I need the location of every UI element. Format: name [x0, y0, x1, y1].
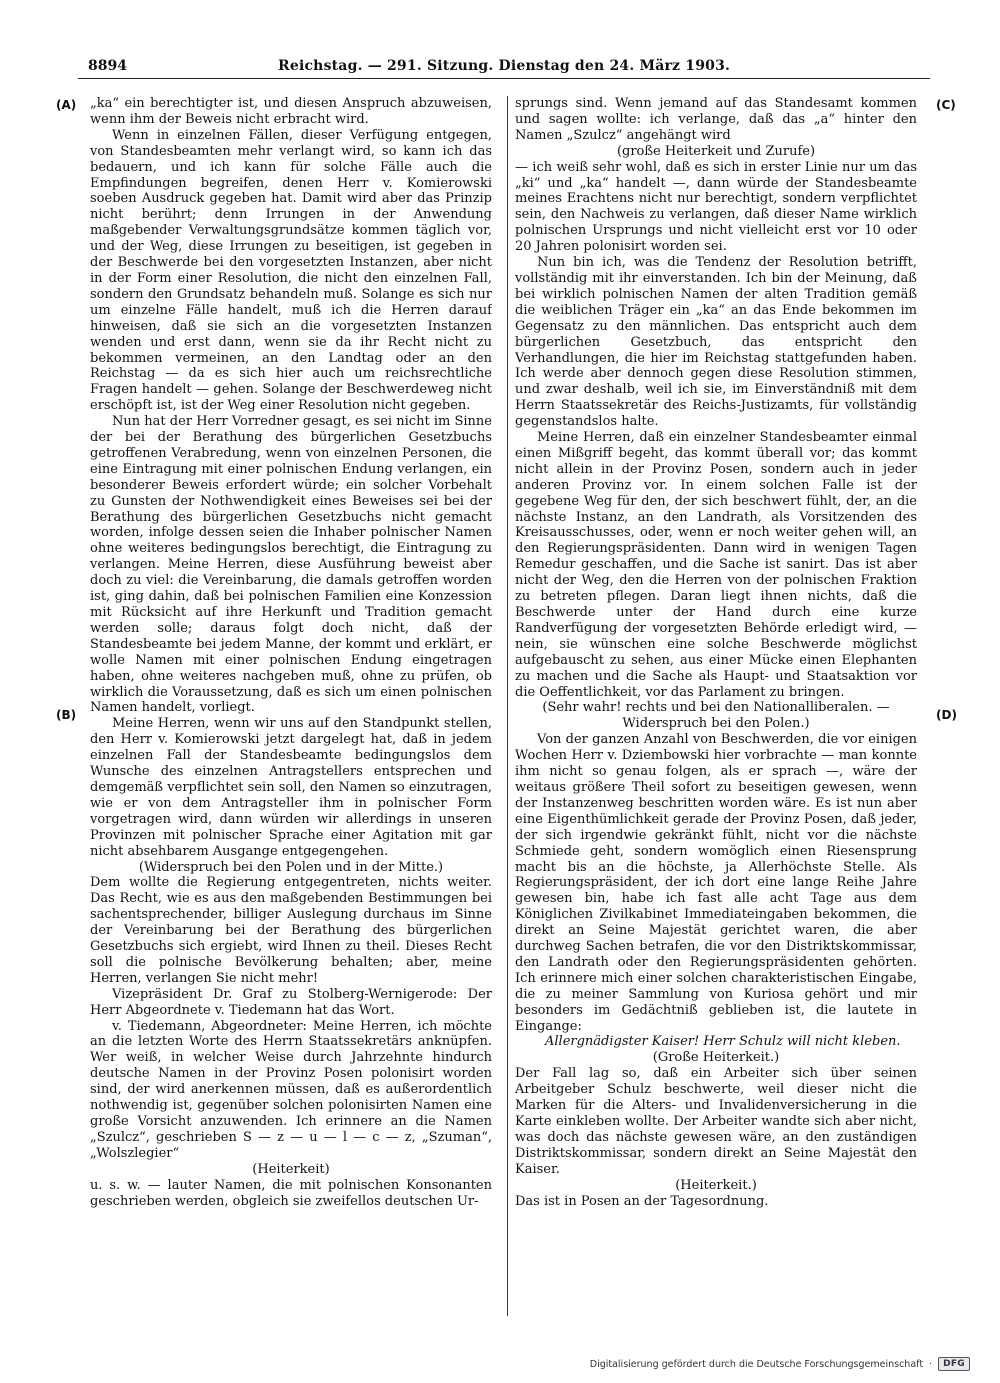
page-number: 8894 [88, 58, 127, 74]
paragraph: u. s. w. — lauter Namen, die mit polnischen Konsonanten geschrieben werden, obgleich sie zweifellos deutschen Ur- [90, 1177, 492, 1209]
interjection: (Sehr wahr! rechts und bei den Nationalliberalen. — Widerspruch bei den Polen.) [542, 700, 890, 732]
paragraph: Nun bin ich, was die Tendenz der Resolution betrifft, vollständig mit ihr einverstanden. Ich bin der Meinung, daß bei wirklich polnischen Namen der alten Tradition gemäß die weiblichen Träger ein „ka“ an das Ende bekommen im Gegensatz zu den männlichen. Das entspricht auch dem bürgerlichen Gesetzbuch, das entspricht den Verhandlungen, die hier im Reichstag stattgefunden haben. Ich werde aber dennoch gegen diese Resolution stimmen, und zwar deshalb, weil ich sie, im Einverständniß mit dem Herrn Staatssekretär des Reichs-Justizamts, für vollständig gegenstandslos halte. [515, 255, 917, 430]
paragraph: Das ist in Posen an der Tagesordnung. [515, 1193, 769, 1209]
margin-marker-d: (D) [936, 708, 957, 722]
margin-marker-c: (C) [936, 98, 956, 112]
paragraph: Wenn in einzelnen Fällen, dieser Verfügung entgegen, von Standesbeamten mehr verlangt wird, so kann ich das bedauern, und ich kann für solche Fälle auch die Empfindungen begreifen, denen Herr v. Komierowski soeben Ausdruck gegeben hat. Damit wird aber das Prinzip nicht berührt; denn Irrungen in der Anwendung maßgebender Verwaltungsgrundsätze kommen täglich vor, und der Weg, diese Irrungen zu beseitigen, ist gegeben in der Beschwerde bei den vorgesetzten Instanzen, aber nicht in der Form einer Resolution, die nicht den einzelnen Fall, sondern den Grundsatz behandeln muß. Solange es sich nur um einzelne Fälle handelt, muß ich die Herren darauf hinweisen, daß sie sich an die vorgesetzten Instanzen wenden und erst dann, wenn sie da ihr Recht nicht zu bekommen vermeinen, an den Landtag oder an den Reichstag — da es sich hier auch um reichsrechtliche Fragen handelt — gehen. Solange der Beschwerdeweg nicht erschöpft ist, ist der Weg einer Resolution nicht gegeben. [90, 127, 492, 414]
footer-credit: Digitalisierung gefördert durch die Deutsche Forschungsgemeinschaft · DFG [590, 1356, 970, 1372]
margin-marker-a: (A) [56, 98, 77, 112]
paragraph: Dem wollte die Regierung entgegentreten, nichts weiter. Das Recht, wie es aus den maßgebenden Bestimmungen bei sachentsprechender, billiger Auslegung durchaus im Sinne der Vereinbarung bei der Berathung des bürgerlichen Gesetzbuchs sich ergiebt, wird Ihnen zu theil. Dieses Recht soll die polnische Bevölkerung behalten; aber, meine Herren, verlangen Sie nicht mehr! [90, 875, 492, 986]
left-column [90, 96, 492, 1316]
quotation: Allergnädigster Kaiser! Herr Schulz will nicht kleben. [545, 1034, 901, 1050]
interjection: (Große Heiterkeit.) [652, 1050, 780, 1066]
footer-text: Digitalisierung gefördert durch die Deutsche Forschungsgemeinschaft [589, 1358, 924, 1370]
paragraph: Meine Herren, daß ein einzelner Standesbeamter einmal einen Mißgriff begeht, das kommt überall vor; das kommt nicht allein in der Provinz Posen, sondern auch in jeder anderen Provinz vor. In einem solchen Falle ist der gegebene Weg für den, der sich beschwert fühlt, der, an die nächste Instanz, an den Landrath, als Vorsitzenden des Kreisausschusses, oder, wenn er noch weiter gehen will, an den Regierungspräsidenten. Dann wird in wenigen Tagen Remedur geschaffen, und die Sache ist sanirt. Das ist aber nicht der Weg, den die Herren von der polnischen Fraktion zu betreten pflegen. Daran liegt ihnen nichts, daß die Beschwerde unter der Hand durch eine kurze Randverfügung der vorgesetzten Behörde erledigt wird, — nein, sie wünschen eine solche Beschwerde möglichst aufgebauscht zu sehen, aus einer Mücke einen Elephanten zu machen und die Sache als Haupt- und Staatsaktion vor die Oeffentlichkeit, vor das Parlament zu bringen. [515, 430, 917, 700]
paragraph: Nun hat der Herr Vorredner gesagt, es sei nicht im Sinne der bei der Berathung des bürgerlichen Gesetzbuchs getroffenen Verabredung, wenn von einzelnen Personen, die eine Eintragung mit einer polnischen Endung verlangen, ein besonderer Beweis erfordert würde; ein solcher Vorbehalt zu Gunsten der Nothwendigkeit eines Beweises sei bei der Berathung des bürgerlichen Gesetzbuchs nicht gemacht worden, infolge dessen seien die Inhaber polnischer Namen ohne weiteres bedingungslos berechtigt, die Eintragung zu verlangen. Meine Herren, diese Ausführung beweist aber doch zu viel: die Vereinbarung, die damals getroffen worden ist, ging dahin, daß bei polnischen Familien eine Konzession mit Rücksicht auf ihre Herkunft und Tradition gemacht werden solle; daraus folgt doch nicht, daß der Standesbeamte bei jedem Manne, der kommt und erklärt, er wolle Namen mit einer polnischen Endung eingetragen haben, ohne weiteres nachgeben muß, ohne zu prüfen, ob wirklich die Voraussetzung, daß es sich um einen polnischen Namen handelt, vorliegt. [90, 414, 492, 716]
interjection: (Widerspruch bei den Polen und in der Mitte.) [138, 859, 444, 875]
dfg-logo-icon: DFG [938, 1357, 970, 1371]
speaker-paragraph: Vizepräsident Dr. Graf zu Stolberg-Wernigerode: Der Herr Abgeordnete v. Tiedemann hat das Wort. [90, 986, 492, 1018]
paragraph: — ich weiß sehr wohl, daß es sich in erster Linie nur um das „ki“ und „ka“ handelt —, dann würde der Standesbeamte meines Erachtens nicht nur berechtigt, sondern verpflichtet sein, den Nachweis zu verlangen, daß dieser Name wirklich polnischen Ursprungs und nicht vielleicht erst vor 10 oder 20 Jahren polonisirt worden sei. [515, 159, 917, 255]
paragraph: Meine Herren, wenn wir uns auf den Standpunkt stellen, den Herr v. Komierowski jetzt dargelegt hat, daß in jedem einzelnen Fall der Standesbeamte bedingungslos dem Wunsche des einzelnen Antragstellers entsprechen und demgemäß verpflichtet sein soll, den Namen so einzutragen, wie er von dem Antragsteller ihm in polnischer Form vorgetragen wird, dann würden wir allerdings in unseren Provinzen mit polnischer Sprache einer Agitation mit gar nicht absehbarem Ausgange entgegengehen. [90, 716, 492, 859]
margin-marker-b: (B) [56, 708, 77, 722]
interjection: (große Heiterkeit und Zurufe) [616, 143, 816, 159]
column-divider [507, 96, 508, 1316]
running-head: Reichstag. — 291. Sitzung. Dienstag den 24. März 1903. [278, 58, 731, 74]
page-header [78, 50, 930, 79]
paragraph: „ka“ ein berechtigter ist, und diesen Anspruch abzuweisen, wenn ihm der Beweis nicht erbracht wird. [90, 96, 492, 127]
paragraph: Von der ganzen Anzahl von Beschwerden, die vor einigen Wochen Herr v. Dziembowski hier vorbrachte — man konnte ihm nicht so genau folgen, als er sprach —, wäre der weitaus größere Theil sofort zu beseitigen gewesen, wenn der Instanzenweg beschritten worden wäre. Es ist nun aber eine Eigenthümlichkeit gerade der Provinz Posen, daß jeder, der sich irgendwie gekränkt fühlt, nicht vor die nächste Schmiede geht, sondern womöglich einen Riesensprung macht bis an die höchste, ja Allerhöchste Stelle. Als Regierungspräsident, der ich dort eine lange Reihe Jahre gewesen bin, habe ich fast alle acht Tage aus dem Königlichen Zivilkabinet Immediateingaben bekommen, die direkt an Seine Majestät gerichtet waren, die aber durchweg Sachen betrafen, die vor den Distriktskommissar, den Landrath oder den Regierungspräsidenten gehörten. Ich erinnere mich einer solchen charakteristischen Eingabe, die zu meiner Sammlung von Kuriosa gehört und mir besonders im Gedächtniß geblieben ist, die lautete in Eingange: [515, 732, 917, 1034]
speaker-paragraph: v. Tiedemann, Abgeordneter: Meine Herren, ich möchte an die letzten Worte des Herrn Staatssekretärs anknüpfen. Wer weiß, in welcher Weise durch Jahrzehnte hindurch deutsche Namen in der Provinz Posen polonisirt worden sind, der wird anerkennen müssen, daß es außerordentlich nothwendig ist, gegenüber solchen polonisirten Namen eine große Vorsicht anzuwenden. Ich erinnere an die Namen „Szulcz“, geschrieben S — z — u — l — c — z, „Szuman“, „Wolszlegier“ [90, 1018, 492, 1161]
paragraph: Der Fall lag so, daß ein Arbeiter sich über seinen Arbeitgeber Schulz beschwerte, weil dieser nicht die Marken für die Alters- und Invalidenversicherung in die Karte einkleben wollte. Der Arbeiter wandte sich aber nicht, was doch das nächste gewesen wäre, an den zuständigen Distriktskommissar, sondern direkt an Seine Majestät den Kaiser. [515, 1066, 917, 1177]
right-column [515, 96, 917, 1316]
paragraph: sprungs sind. Wenn jemand auf das Standesamt kommen und sagen wollte: ich verlange, daß das „a“ hinter den Namen „Szulcz“ angehängt wird [515, 96, 917, 143]
interjection: (Heiterkeit.) [675, 1177, 757, 1193]
interjection: (Heiterkeit) [252, 1161, 330, 1177]
